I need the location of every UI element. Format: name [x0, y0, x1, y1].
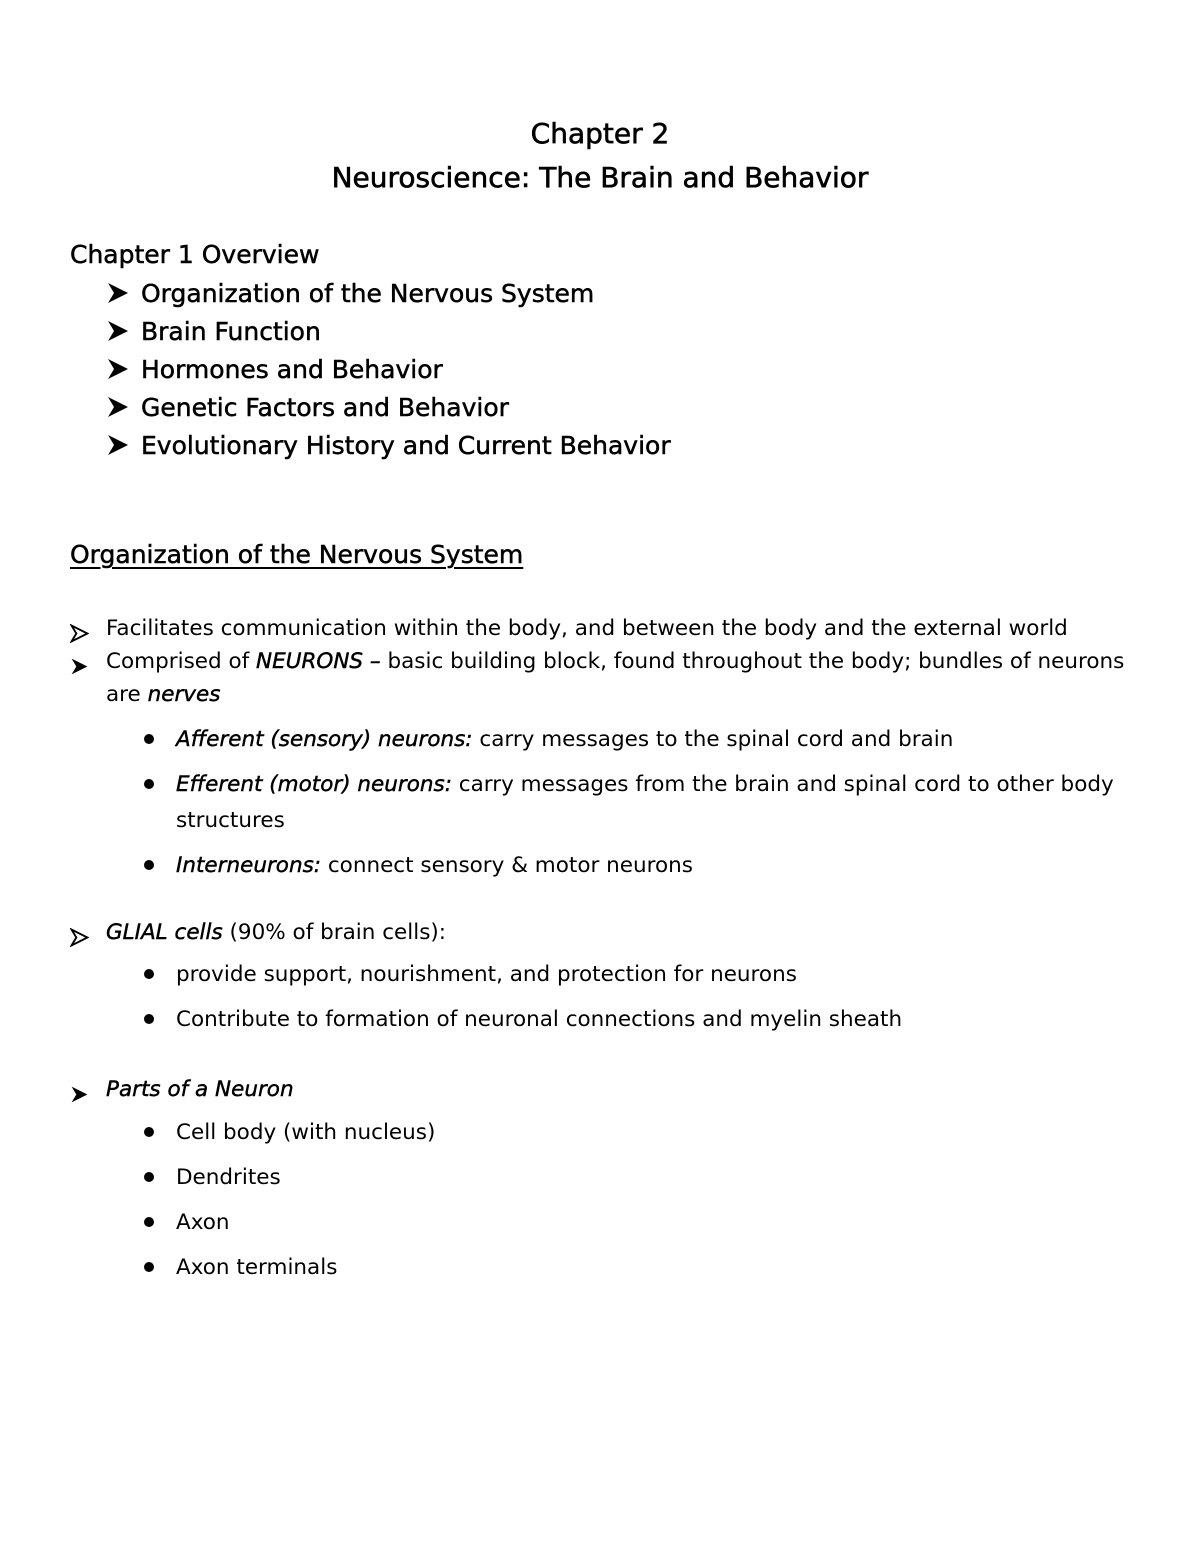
item-text: connect sensory & motor neurons: [321, 853, 693, 878]
bullet-dot-icon: [144, 1127, 154, 1137]
item-text: carry messages to the spinal cord and brain: [472, 727, 954, 752]
arrow-bullet-icon: [106, 433, 141, 457]
overview-section: [70, 236, 671, 464]
item-text: carry messages from the brain and spinal cord to other body structures: [176, 772, 1114, 833]
arrow-list-item: [70, 1073, 1150, 1106]
bullet-dot-icon: [144, 1014, 154, 1024]
list-item: [142, 848, 1150, 884]
glial-section: [70, 916, 1150, 1038]
bullet-dot-icon: [144, 1262, 154, 1272]
section-heading: Organization of the Nervous System: [70, 540, 524, 569]
arrow-list-item: [70, 916, 1150, 949]
chapter-subtitle: Neuroscience: The Brain and Behavior: [331, 161, 869, 194]
item-text: Axon: [176, 1210, 230, 1235]
bullet-dot-icon: [144, 860, 154, 870]
list-item: [142, 767, 1150, 839]
arrow-bullet-icon: [106, 281, 141, 305]
paragraph-text: Facilitates communication within the body, and between the body and the external world: [106, 616, 1068, 641]
overview-item: [106, 350, 671, 388]
paragraph-text: basic building block, found throughout the body; bundles of neurons are: [106, 649, 1125, 707]
title-block: [0, 112, 1200, 200]
overview-item-label: Genetic Factors and Behavior: [141, 392, 509, 422]
bullet-dot-icon: [144, 1172, 154, 1182]
overview-item-label: Evolutionary History and Current Behavior: [141, 430, 671, 460]
term-nerves: nerves: [147, 682, 221, 707]
chapter-title: Chapter 2: [530, 117, 670, 150]
list-item: [142, 957, 1150, 993]
arrow-bullet-icon: [70, 653, 89, 686]
overview-item: [106, 388, 671, 426]
term-glial: GLIAL cells: [106, 920, 223, 945]
term-neurons: NEURONS –: [256, 649, 381, 674]
bullet-dot-icon: [144, 734, 154, 744]
item-text: Axon terminals: [176, 1255, 338, 1280]
overview-item-label: Brain Function: [141, 316, 321, 346]
term-efferent: Efferent (motor) neurons:: [176, 772, 452, 797]
term-afferent: Afferent (sensory) neurons:: [176, 727, 473, 752]
item-text: provide support, nourishment, and protection for neurons: [176, 962, 797, 987]
item-text: (90% of brain cells):: [222, 920, 447, 945]
list-item: [142, 1002, 1150, 1038]
bullet-dot-icon: [144, 779, 154, 789]
section-intro: [70, 612, 1150, 711]
arrow-bullet-icon: [106, 395, 141, 419]
overview-item: [106, 274, 671, 312]
arrow-bullet-icon: [70, 924, 89, 957]
list-item: [142, 722, 1150, 758]
list-item: [142, 1250, 1150, 1286]
arrow-bullet-icon: [106, 319, 141, 343]
arrow-list-item: [70, 645, 1150, 711]
overview-item: [106, 426, 671, 464]
neuron-types-list: [70, 722, 1150, 884]
overview-item: [106, 312, 671, 350]
neuron-parts-section: [70, 1073, 1150, 1286]
item-text: Contribute to formation of neuronal connections and myelin sheath: [176, 1007, 903, 1032]
list-item: [142, 1205, 1150, 1241]
arrow-bullet-icon: [70, 1081, 89, 1114]
overview-item-label: Organization of the Nervous System: [141, 278, 595, 308]
arrow-list-item: [70, 612, 1150, 645]
list-item: [142, 1115, 1150, 1151]
parts-heading: Parts of a Neuron: [106, 1077, 294, 1102]
arrow-bullet-icon: [106, 357, 141, 381]
term-interneurons: Interneurons:: [176, 853, 322, 878]
bullet-dot-icon: [144, 1217, 154, 1227]
list-item: [142, 1160, 1150, 1196]
overview-heading: Chapter 1 Overview: [70, 240, 320, 269]
item-text: Cell body (with nucleus): [176, 1120, 436, 1145]
item-text: Dendrites: [176, 1165, 281, 1190]
paragraph-text: Comprised of: [106, 649, 257, 674]
bullet-dot-icon: [144, 969, 154, 979]
overview-item-label: Hormones and Behavior: [141, 354, 443, 384]
